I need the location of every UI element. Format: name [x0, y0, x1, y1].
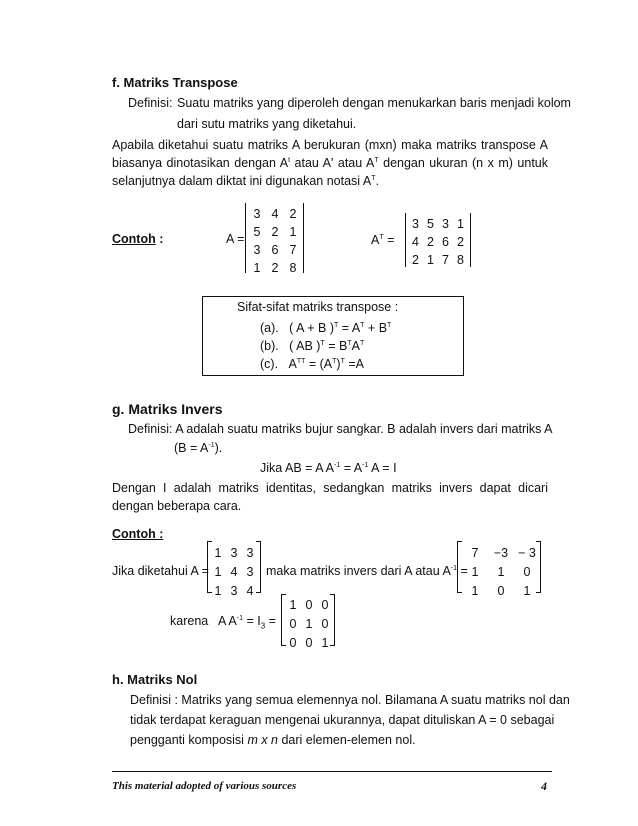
matrix-a-entry: 8 — [289, 261, 297, 275]
matrix-a2-entry: 3 — [246, 565, 254, 579]
matrix-at-entry: 1 — [457, 217, 464, 231]
identity-paragraph: Dengan I adalah matriks identitas, sedangkan matriks invers dapat dicari dengan beberapa cara. — [112, 481, 548, 513]
matrix-a2-entry: 4 — [246, 584, 254, 598]
identity-matrix-entry: 0 — [321, 598, 329, 612]
transpose-paragraph: Apabila diketahui suatu matriks A berukuran (mxn) maka matriks transpose A biasanya dinotasikan dengan $A^t$ atau A' atau $A^T$ dengan ukuran (n x m) untuk selanjutnya dalam diktat ini digunakan notasi $A^T$. — [112, 138, 548, 188]
matrix-a2-entry: 1 — [214, 565, 222, 579]
definition-line-1: Suatu matriks yang diperoleh dengan menukarkan baris menjadi kolom — [177, 96, 571, 110]
identity-matrix-entry: 0 — [305, 598, 313, 612]
matrix-at-entry: 3 — [442, 217, 449, 231]
given-a-label: Jika diketahui A = — [112, 564, 209, 578]
section-g-heading: g. Matriks Invers — [112, 401, 223, 417]
matrix-at-entry: 5 — [427, 217, 434, 231]
matrix-at-entry: 4 — [412, 235, 419, 249]
inverse-definition-line-2: $(B = A^{-1})$. — [174, 441, 223, 455]
matrix-a2 — [210, 546, 258, 598]
matrix-inverse-entry: 1 — [497, 565, 505, 579]
matrix-a-entry: 4 — [271, 207, 279, 221]
matrix-a-entry: 2 — [289, 207, 297, 221]
property-b: (b). ( AB )$^T = B^TA^T$ — [260, 339, 365, 353]
matrix-at-entry: 2 — [427, 235, 434, 249]
matrix-at-right-bar — [470, 213, 471, 267]
identity-matrix-right-bracket — [330, 594, 335, 646]
matrix-a2-right-bracket — [256, 541, 261, 593]
matrix-at-entry: 6 — [442, 235, 449, 249]
because-label: karena — [170, 614, 209, 628]
matrix-at-label: $A^T$ = — [371, 233, 395, 247]
footer-rule — [112, 771, 552, 772]
matrix-a-entry: 1 — [289, 225, 297, 239]
matrix-a — [248, 207, 302, 275]
matrix-at-left-bar — [405, 213, 406, 267]
matrix-a2-entry: 1 — [214, 584, 222, 598]
matrix-at — [408, 217, 468, 267]
matrix-a-left-bar — [245, 203, 246, 273]
example-label-2: Contoh : — [112, 527, 164, 541]
matrix-a-label: A = — [226, 232, 245, 246]
matrix-a2-entry: 3 — [246, 546, 254, 560]
zero-matrix-line-1: Definisi : Matriks yang semua elemennya nol. Bilamana A suatu matriks nol dan — [130, 693, 570, 707]
matrix-inverse-entry: −3 — [493, 546, 509, 560]
matrix-a2-entry: 1 — [214, 546, 222, 560]
property-c: (c). $A^{TT} = (A^T)^T =A$ — [260, 357, 364, 371]
property-a: (a). ( A + B )$^T = A^T + B^T$ — [260, 321, 392, 335]
matrix-a2-entry: 3 — [230, 546, 238, 560]
inverse-equation: Jika AB = A $A^{-1} = A^{-1}$ A = I — [260, 461, 397, 475]
matrix-at-entry: 3 — [412, 217, 419, 231]
a-ainv-equals-i3: A $A^{-1} = I_3$ = — [218, 614, 276, 631]
matrix-inverse-right-bracket — [536, 541, 541, 593]
definition-label: Definisi: — [128, 96, 173, 110]
identity-matrix-entry: 1 — [305, 617, 313, 631]
matrix-at-entry: 2 — [457, 235, 464, 249]
matrix-inverse-entry: 1 — [471, 565, 479, 579]
matrix-a-entry: 6 — [271, 243, 279, 257]
matrix-a-entry: 7 — [289, 243, 297, 257]
inverse-definition-line-1: Definisi: A adalah suatu matriks bujur sangkar. B adalah invers dari matriks A — [128, 422, 553, 436]
section-f-heading: f. Matriks Transpose — [112, 75, 238, 90]
definition-line-2: dari sutu matriks yang diketahui. — [177, 117, 357, 131]
matrix-a-entry: 5 — [253, 225, 261, 239]
matrix-a-entry: 3 — [253, 207, 261, 221]
matrix-a2-entry: 4 — [230, 565, 238, 579]
matrix-a-entry: 2 — [271, 261, 279, 275]
matrix-a-right-bar — [303, 203, 304, 273]
identity-matrix-entry: 1 — [321, 636, 329, 650]
matrix-a-entry: 3 — [253, 243, 261, 257]
footer-source: This material adopted of various sources — [112, 780, 297, 792]
matrix-inverse-entry: − 3 — [518, 546, 536, 560]
matrix-a2-entry: 3 — [230, 584, 238, 598]
matrix-at-entry: 2 — [412, 253, 419, 267]
identity-matrix-entry: 1 — [289, 598, 297, 612]
zero-matrix-line-3: pengganti komposisi m x n dari elemen-elemen nol. — [130, 733, 416, 747]
page-number: 4 — [541, 779, 547, 793]
matrix-a-entry: 1 — [253, 261, 261, 275]
section-h-heading: h. Matriks Nol — [112, 672, 198, 687]
properties-title: Sifat-sifat matriks transpose : — [237, 300, 399, 314]
identity-matrix — [285, 598, 333, 650]
zero-matrix-line-2: tidak terdapat keraguan mengenai ukurannya, dapat dituliskan A = 0 sebagai — [130, 713, 555, 727]
matrix-inverse-entry: 1 — [523, 584, 531, 598]
matrix-inverse-entry: 0 — [523, 565, 531, 579]
identity-matrix-entry: 0 — [289, 617, 297, 631]
matrix-a-entry: 2 — [271, 225, 279, 239]
matrix-inverse — [462, 546, 540, 598]
identity-matrix-entry: 0 — [321, 617, 329, 631]
matrix-at-entry: 1 — [427, 253, 434, 267]
matrix-inverse-entry: 7 — [471, 546, 479, 560]
matrix-at-entry: 7 — [442, 253, 449, 267]
matrix-at-entry: 8 — [457, 253, 464, 267]
matrix-inverse-entry: 0 — [497, 584, 505, 598]
matrix-inverse-entry: 1 — [471, 584, 479, 598]
identity-matrix-entry: 0 — [289, 636, 297, 650]
inverse-of-a-label: maka matriks invers dari A atau $A^{-1}$ = — [266, 564, 468, 578]
identity-matrix-entry: 0 — [305, 636, 313, 650]
example-label: Contoh : — [112, 232, 164, 246]
